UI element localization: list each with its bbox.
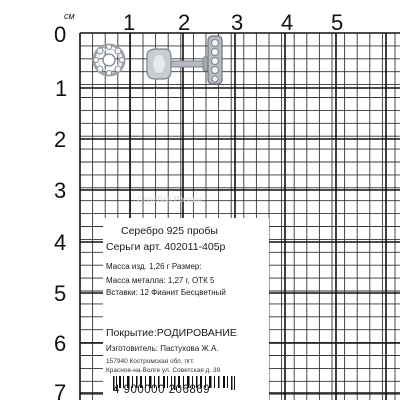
item-mass-text: Масса изд. 1,26 г Размер: [106, 262, 202, 271]
top-number-2: 2 [178, 10, 191, 35]
top-number-3: 3 [231, 10, 244, 35]
left-number-0: 0 [54, 22, 67, 47]
earring-front-icon [87, 38, 131, 82]
inserts-text: Вставки: 12 Фианит Бесцветный [106, 288, 226, 297]
top-number-5: 5 [331, 10, 344, 35]
metal-mass-text: Масса металла: 1,27 г, ОТК 5 [106, 276, 215, 285]
product-label [103, 218, 269, 402]
barcode-number: 4 900000 206869 [113, 384, 211, 396]
top-number-4: 4 [281, 10, 294, 35]
left-number-4: 4 [54, 230, 67, 255]
silver-grade-text: Серебро 925 пробы [121, 225, 218, 237]
left-number-3: 3 [54, 178, 67, 203]
earring-bar-icon [200, 34, 230, 86]
coating-text: Покрытие:РОДИРОВАНИЕ [106, 327, 237, 339]
left-number-6: 6 [54, 331, 67, 356]
top-number-1: 1 [123, 10, 136, 35]
address-line-1: 157940 Костромская обл. пгт. [106, 358, 195, 365]
ruler-unit-label: см [64, 11, 75, 21]
address-line-2: Красное-на-Волге ул. Советская д. 39 [106, 367, 221, 374]
left-number-1: 1 [55, 76, 68, 101]
manufacturer-text: Изготовитель: Пастухова Ж.А. [106, 344, 219, 353]
left-number-2: 2 [54, 127, 67, 152]
article-text: Серьги арт. 402011-405р [106, 241, 226, 253]
watermark-text: Серебро России [137, 194, 202, 204]
left-number-7: 7 [54, 380, 67, 405]
left-number-5: 5 [54, 281, 67, 306]
